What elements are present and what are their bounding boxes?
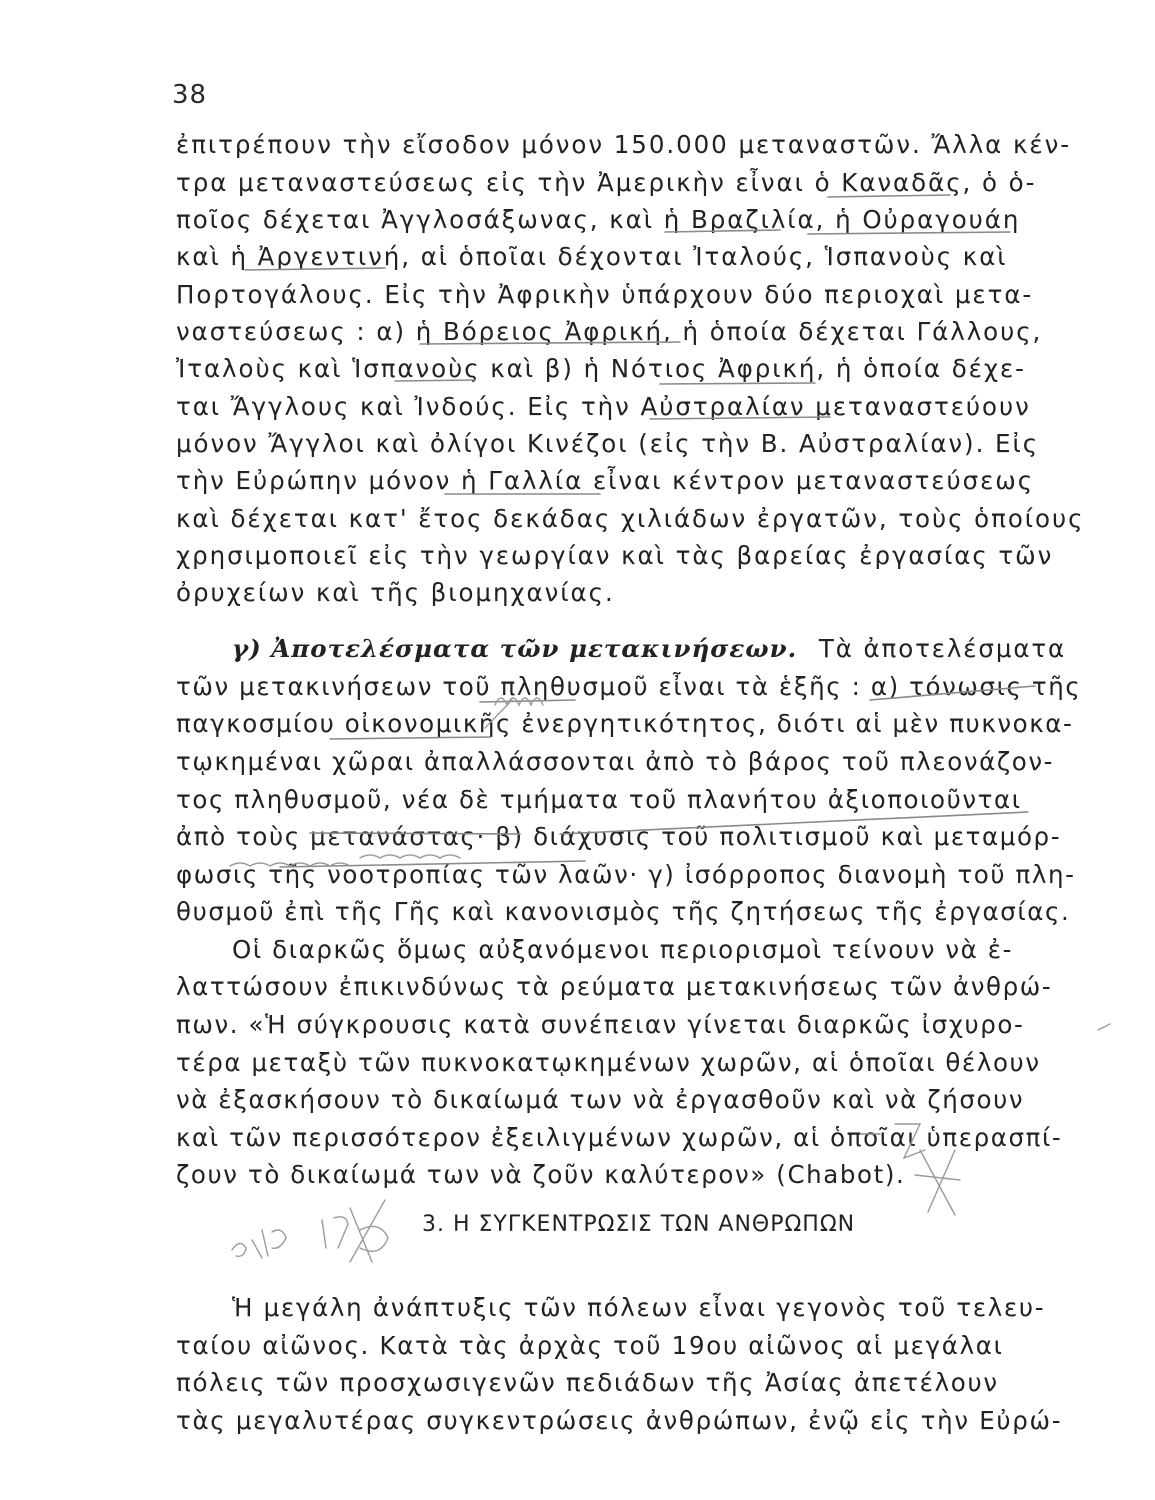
text-line: τῳκημέναι χῶραι ἀπαλλάσσονται ἀπὸ τὸ βάρος τοῦ πλεονάζον- [176, 747, 1055, 776]
text-line: Πορτογάλους. Εἰς τὴν Ἀφρικὴν ὑπάρχουν δύο περιοχαὶ μετα- [176, 280, 1034, 309]
text-line: μόνον Ἄγγλοι καὶ ὀλίγοι Κινέζοι (εἰς τὴν Β. Αὐστραλίαν). Εἰς [176, 429, 1040, 458]
text-line: τὴν Εὐρώπην μόνον ἡ Γαλλία εἶναι κέντρον μεταναστεύσεως [176, 466, 1035, 495]
text-line: καὶ ἡ Ἀργεντινή, αἱ ὁποῖαι δέχονται Ἰταλούς, Ἱσπανοὺς καὶ [176, 242, 1008, 271]
text-line: ὀρυχείων καὶ τῆς βιομηχανίας. [176, 578, 615, 607]
text-line: χρησιμοποιεῖ εἰς τὴν γεωργίαν καὶ τὰς βαρείας ἐργασίας τῶν [176, 541, 1054, 570]
text-line: καὶ τῶν περισσότερον ἐξειλιγμένων χωρῶν, αἱ ὁποῖαι ὑπερασπί- [176, 1123, 1063, 1152]
subsection-title-line [232, 634, 1066, 663]
handwritten-mark [915, 1150, 960, 1215]
handwritten-mark [322, 1217, 348, 1248]
text-line: ἐπιτρέπουν τὴν εἴσοδον μόνον 150.000 μεταναστῶν. Ἄλλα κέν- [176, 130, 1072, 159]
text-line: Οἱ διαρκῶς ὅμως αὐξανόμενοι περιορισμοὶ τείνουν νὰ ἐ- [232, 935, 1014, 964]
text-line: ναστεύσεως : α) ἡ Βόρειος Ἀφρική, ἡ ὁποία δέχεται Γάλλους, [176, 317, 1043, 346]
text-line: ταίου αἰῶνος. Κατὰ τὰς ἀρχὰς τοῦ 19ου αἰῶνος αἱ μεγάλαι [176, 1331, 1004, 1360]
text-line: ται Ἄγγλους καὶ Ἰνδούς. Εἰς τὴν Αὐστραλίαν μεταναστεύουν [176, 392, 1031, 421]
text-line: Ἡ μεγάλη ἀνάπτυξις τῶν πόλεων εἶναι γεγονὸς τοῦ τελευ- [232, 1293, 1046, 1322]
text-line: τος πληθυσμοῦ, νέα δὲ τμήματα τοῦ πλανήτου ἀξιοποιοῦνται [176, 785, 1022, 814]
text-line: πόλεις τῶν προσχωσιγενῶν πεδιάδων τῆς Ἀσίας ἀπετέλουν [176, 1368, 999, 1397]
text-line: καὶ δέχεται κατ' ἔτος δεκάδας χιλιάδων ἐργατῶν, τοὺς ὁποίους [176, 504, 1085, 533]
text-line: λαττώσουν ἐπικινδύνως τὰ ρεύματα μετακινήσεως τῶν ἀνθρώ- [176, 972, 1053, 1001]
section-heading: 3. Η ΣΥΓΚΕΝΤΡΩΣΙΣ ΤΩΝ ΑΝΘΡΩΠΩΝ [422, 1212, 856, 1237]
text-line: ποῖος δέχεται Ἀγγλοσάξωνας, καὶ ἡ Βραζιλία, ἡ Οὐραγουάη [176, 205, 1021, 234]
text-line: θυσμοῦ ἐπὶ τῆς Γῆς καὶ κανονισμὸς τῆς ζητήσεως τῆς ἐργασίας. [176, 897, 1071, 926]
text-line: πων. «Ἡ σύγκρουσις κατὰ συνέπειαν γίνεται διαρκῶς ἰσχυρο- [176, 1010, 1025, 1039]
text-line: τῶν μετακινήσεων τοῦ πληθυσμοῦ εἶναι τὰ ἑξῆς : α) τόνωσις τῆς [176, 672, 1082, 701]
handwritten-mark [232, 1240, 262, 1258]
handwritten-mark [350, 1200, 388, 1262]
page-number: 38 [172, 80, 208, 110]
text-line: τέρα μεταξὺ τῶν πυκνοκατῳκημένων χωρῶν, αἱ ὁποῖαι θέλουν [176, 1048, 1041, 1077]
handwritten-mark [262, 1230, 286, 1256]
text-line: νὰ ἐξασκήσουν τὸ δικαίωμά των νὰ ἐργασθοῦν καὶ νὰ ζήσουν [176, 1085, 1025, 1114]
text-line: τὰς μεγαλυτέρας συγκεντρώσεις ἀνθρώπων, ἐνῷ εἰς τὴν Εὐρώ- [176, 1406, 1063, 1435]
text-line-rest: Τὰ ἀποτελέσματα [818, 634, 1067, 663]
text-line: παγκοσμίου οἰκονομικῆς ἐνεργητικότητος, διότι αἱ μὲν πυκνοκα- [176, 709, 1074, 738]
handwritten-mark [360, 855, 460, 858]
text-line: τρα μεταναστεύσεως εἰς τὴν Ἀμερικὴν εἶναι ὁ Καναδᾶς, ὁ ὁ- [176, 168, 1037, 197]
text-line: ζουν τὸ δικαίωμά των νὰ ζοῦν καλύτερον» (Chabot). [176, 1160, 906, 1189]
text-line: Ἰταλοὺς καὶ Ἱσπανοὺς καὶ β) ἡ Νότιος Ἀφρική, ἡ ὁποία δέχε- [176, 354, 1026, 383]
text-line: φωσις τῆς νοοτροπίας τῶν λαῶν· γ) ἰσόρροπος διανομὴ τοῦ πλη- [176, 860, 1076, 889]
handwritten-mark [1098, 1024, 1110, 1030]
subsection-title: γ) Ἀποτελέσματα τῶν μετακινήσεων. [232, 634, 798, 663]
text-line: ἀπὸ τοὺς μετανάστας· β) διάχυσις τοῦ πολιτισμοῦ καὶ μεταμόρ- [176, 822, 1062, 851]
